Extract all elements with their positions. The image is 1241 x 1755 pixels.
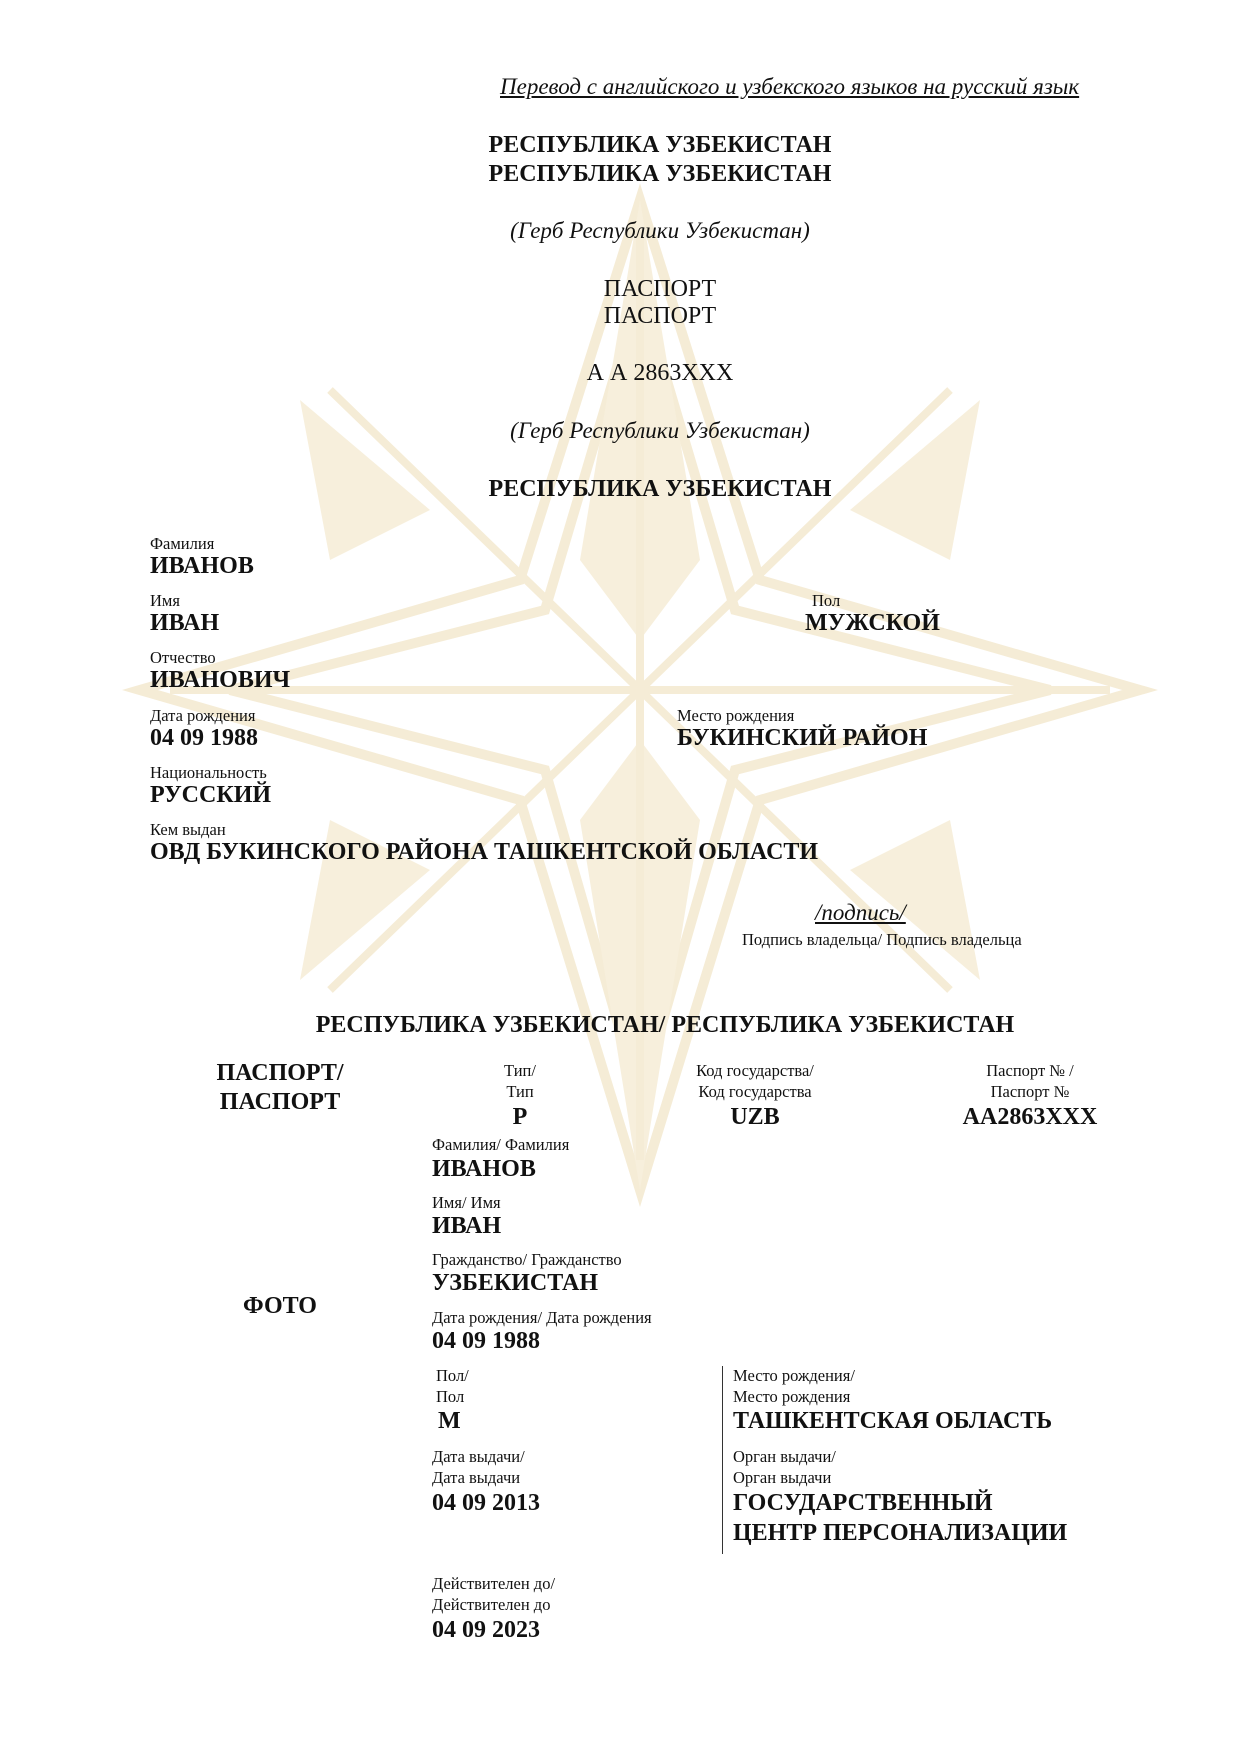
patronymic-label: Отчество (150, 648, 216, 667)
p2-surname-label: Фамилия/ Фамилия (432, 1135, 570, 1154)
p2-name-label: Имя/ Имя (432, 1193, 501, 1212)
emblem-note-2: (Герб Республики Узбекистан) (510, 418, 810, 443)
passport-bilingual-title-2: ПАСПОРТ (219, 1089, 341, 1115)
issue-date-value: 04 09 2013 (432, 1490, 540, 1516)
country-title-bilingual: РЕСПУБЛИКА УЗБЕКИСТАН/ РЕСПУБЛИКА УЗБЕКИСТАН (315, 1012, 1015, 1038)
sex-label: Пол (812, 591, 841, 610)
type-value: P (512, 1104, 528, 1130)
surname-value: ИВАНОВ (150, 553, 254, 579)
authority-value-1: ГОСУДАРСТВЕННЫЙ (733, 1490, 993, 1516)
passport-number-value: АА2863ХХХ (962, 1104, 1098, 1130)
country-title-3: РЕСПУБЛИКА УЗБЕКИСТАН (488, 476, 832, 502)
pob-value: БУКИНСКИЙ РАЙОН (677, 725, 928, 751)
authority-value-2: ЦЕНТР ПЕРСОНАЛИЗАЦИИ (733, 1520, 1068, 1546)
p2-name-value: ИВАН (432, 1213, 502, 1239)
photo-placeholder: ФОТО (243, 1293, 317, 1319)
passport-series: А А 2863ХХХ (586, 360, 734, 386)
sex-value: МУЖСКОЙ (805, 610, 940, 636)
type-label-2: Тип (506, 1082, 534, 1101)
patronymic-value: ИВАНОВИЧ (150, 667, 291, 693)
state-code-label-1: Код государства/ (696, 1061, 814, 1080)
p2-pob-label-2: Место рождения (733, 1387, 851, 1406)
state-code-value: UZB (730, 1104, 780, 1130)
authority-label-2: Орган выдачи (733, 1468, 832, 1487)
name-value: ИВАН (150, 610, 220, 636)
passport-title-1: ПАСПОРТ (603, 276, 717, 302)
issue-date-label-2: Дата выдачи (432, 1468, 521, 1487)
emblem-note-1: (Герб Республики Узбекистан) (510, 218, 810, 243)
p2-sex-label-2: Пол (436, 1387, 465, 1406)
surname-label: Фамилия (150, 534, 215, 553)
p2-citizenship-value: УЗБЕКИСТАН (432, 1270, 599, 1296)
country-title-1: РЕСПУБЛИКА УЗБЕКИСТАН (488, 132, 832, 158)
passport-number-label-2: Паспорт № (990, 1082, 1070, 1101)
nationality-value: РУССКИЙ (150, 782, 272, 808)
name-label: Имя (150, 591, 180, 610)
dob-label: Дата рождения (150, 706, 256, 725)
column-divider (722, 1366, 723, 1554)
nationality-label: Национальность (150, 763, 267, 782)
signature-caption: Подпись владельца/ Подпись владельца (742, 930, 1022, 949)
p2-dob-value: 04 09 1988 (432, 1328, 540, 1354)
country-title-2: РЕСПУБЛИКА УЗБЕКИСТАН (488, 161, 832, 187)
signature: /подпись/ (815, 900, 906, 925)
translation-note: Перевод с английского и узбекского языков на русский язык (500, 74, 1080, 99)
p2-pob-value: ТАШКЕНТСКАЯ ОБЛАСТЬ (733, 1408, 1053, 1434)
p2-surname-value: ИВАНОВ (432, 1156, 536, 1182)
type-label-1: Тип/ (504, 1061, 536, 1080)
passport-title-2: ПАСПОРТ (603, 303, 717, 329)
p2-pob-label-1: Место рождения/ (733, 1366, 855, 1385)
dob-value: 04 09 1988 (150, 725, 258, 751)
issued-by-label: Кем выдан (150, 820, 226, 839)
passport-bilingual-title-1: ПАСПОРТ/ (216, 1060, 344, 1086)
issued-by-value: ОВД БУКИНСКОГО РАЙОНА ТАШКЕНТСКОЙ ОБЛАСТИ (150, 839, 819, 865)
expiry-label-2: Действителен до (432, 1595, 551, 1614)
p2-sex-label-1: Пол/ (436, 1366, 469, 1385)
issue-date-label-1: Дата выдачи/ (432, 1447, 525, 1466)
expiry-value: 04 09 2023 (432, 1617, 540, 1643)
p2-citizenship-label: Гражданство/ Гражданство (432, 1250, 622, 1269)
p2-dob-label: Дата рождения/ Дата рождения (432, 1308, 652, 1327)
authority-label-1: Орган выдачи/ (733, 1447, 836, 1466)
state-code-label-2: Код государства (698, 1082, 812, 1101)
passport-number-label-1: Паспорт № / (986, 1061, 1074, 1080)
pob-label: Место рождения (677, 706, 795, 725)
p2-sex-value: М (438, 1408, 461, 1434)
expiry-label-1: Действителен до/ (432, 1574, 556, 1593)
